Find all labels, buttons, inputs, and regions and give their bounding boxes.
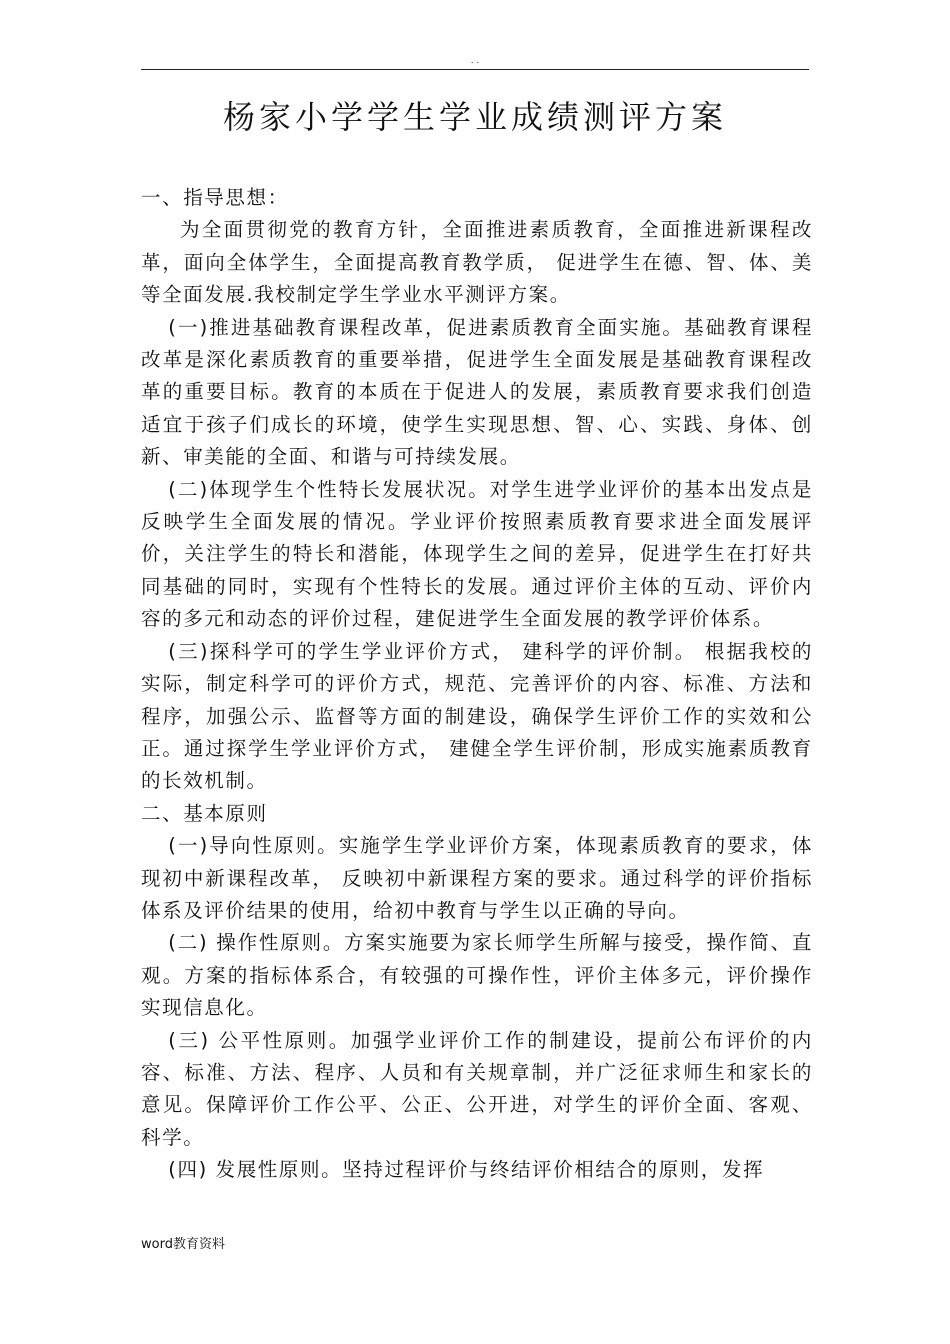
section-heading-basic-principles: 二、基本原则 [141,801,268,825]
paragraph-development-principle: (四) 发展性原则。坚持过程评价与终结评价相结合的原则，发挥 [168,1158,765,1182]
paragraph-evaluation-method: (三)探科学可的学生学业评价方式， 建科学的评价制。 根据我校的实际，制定科学可的评价方式，规范、完善评价的内容、标准、方法和程序，加强公示、监督等方面的制建设，确保学生评价工作的实效和公正。通过探学生学业评价方式， 建健全学生评价制，形成实施素质教育的长效机制。 [141,639,813,793]
document-title: 杨家小学学生学业成绩测评方案 [222,98,727,136]
section-heading-guiding-thought: 一、指导思想： [141,186,289,209]
footer-label: word教育资料 [141,1237,225,1252]
paragraph-guidance-principle: (一)导向性原则。实施学生学业评价方案，体现素质教育的要求，体现初中新课程改革， 反映初中新课程方案的要求。通过科学的评价指标体系及评价结果的使用，给初中教育与学生以正确的导向。 [141,834,813,922]
paragraph-guiding-intro: 为全面贯彻党的教育方针，全面推进素质教育，全面推进新课程改革，面向全体学生，全面提高教育教学质， 促进学生在德、智、体、美等全面发展.我校制定学生学业水平测评方案。 [141,218,813,307]
paragraph-operability-principle: (二) 操作性原则。方案实施要为家长师学生所解与接受，操作简、直观。方案的指标体系合，有较强的可操作性，评价主体多元，评价操作实现信息化。 [141,931,813,1020]
header-marker: . . [470,56,480,66]
paragraph-individual-development: (二)体现学生个性特长发展状况。对学生进学业评价的基本出发点是反映学生全面发展的情况。学业评价按照素质教育要求进全面发展评价，关注学生的特长和潜能，体现学生之间的差异，促进学生在打好共同基础的同时，实现有个性特长的发展。通过评价主体的互动、评价内容的多元和动态的评价过程，建促进学生全面发展的教学评价体系。 [141,477,813,631]
paragraph-fairness-principle: (三) 公平性原则。加强学业评价工作的制建设，提前公布评价的内容、标准、方法、程序、人员和有关规章制，并广泛征求师生和家长的意见。保障评价工作公平、公正、公开进，对学生的评价全面、客观、科学。 [141,1028,813,1149]
header-rule [141,69,809,70]
document-body [141,182,813,1187]
paragraph-curriculum-reform: (一)推进基础教育课程改革，促进素质教育全面实施。基础教育课程改革是深化素质教育的重要举措，促进学生全面发展是基础教育课程改革的重要目标。教育的本质在于促进人的发展，素质教育要求我们创造适宜于孩子们成长的环境，使学生实现思想、智、心、实践、身体、创新、审美能的全面、和谐与可持续发展。 [141,315,813,469]
